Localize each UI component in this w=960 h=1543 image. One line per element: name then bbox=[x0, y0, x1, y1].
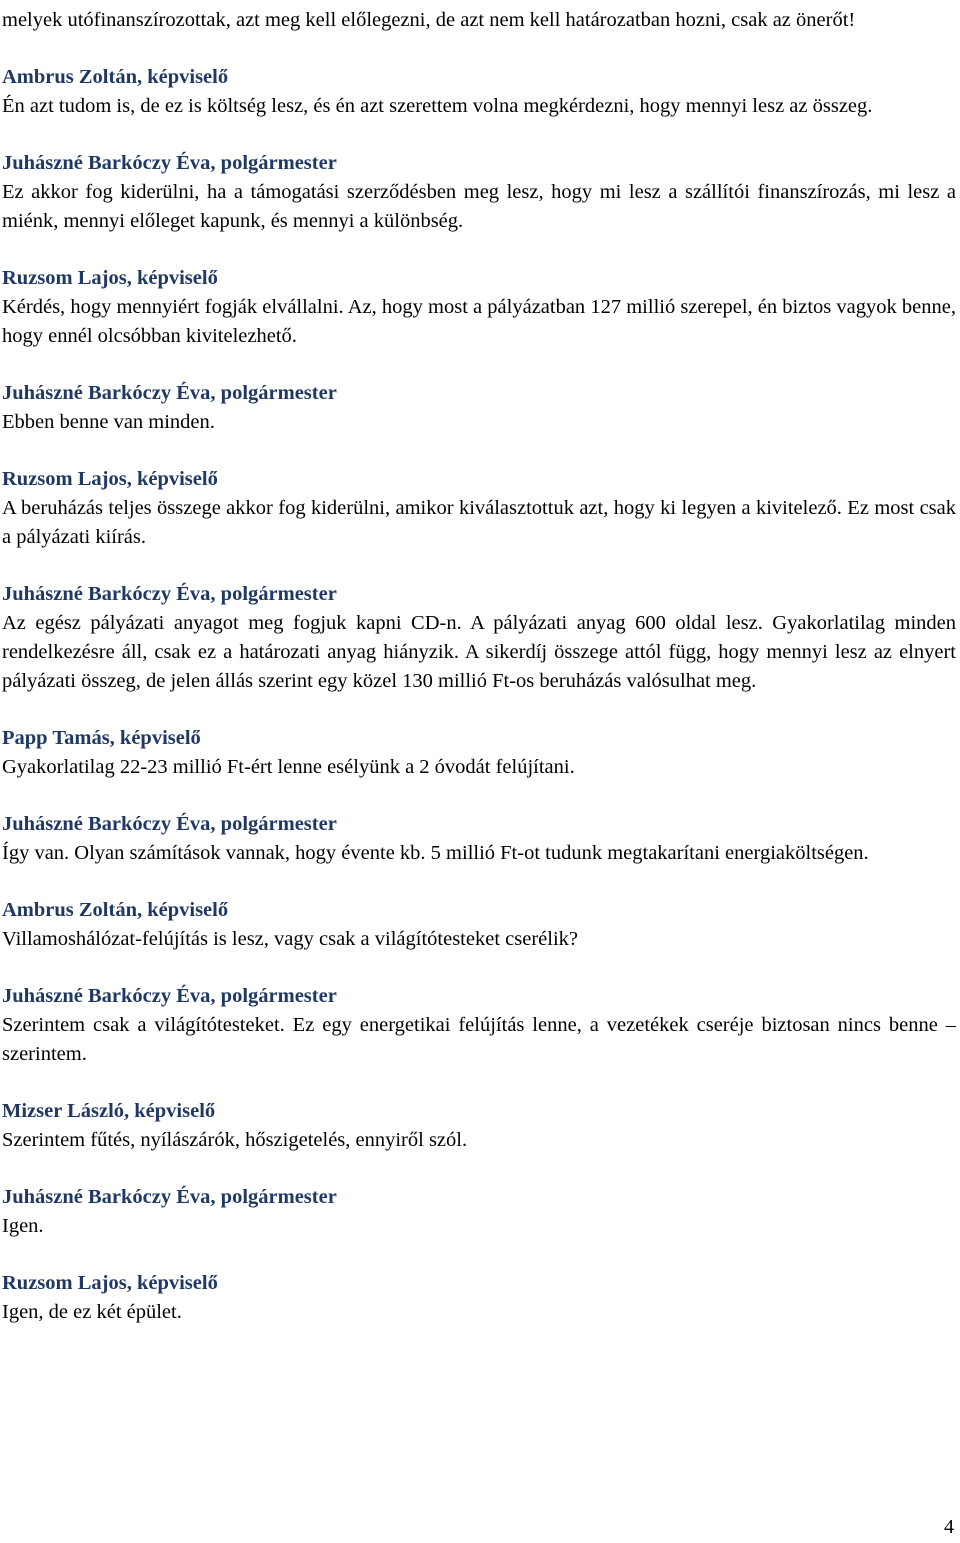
speech-text: Igen, de ez két épület. bbox=[2, 1301, 182, 1323]
transcript-entry bbox=[2, 1183, 956, 1241]
speech-text: Én azt tudom is, de ez is költség lesz, és én azt szerettem volna megkérdezni, hogy mennyi lesz az összeg. bbox=[2, 95, 873, 117]
transcript-entry bbox=[2, 63, 956, 121]
speaker-name: Ambrus Zoltán, képviselő bbox=[2, 66, 229, 88]
transcript-entry bbox=[2, 465, 956, 552]
speech-text: Szerintem csak a világítótesteket. Ez egy energetikai felújítás lenne, a vezetékek cseréje biztosan nincs benne – szerintem. bbox=[2, 1014, 956, 1065]
speaker-name: Ruzsom Lajos, képviselő bbox=[2, 1272, 218, 1294]
transcript-entry bbox=[2, 1097, 956, 1155]
speech-text: Gyakorlatilag 22-23 millió Ft-ért lenne esélyünk a 2 óvodát felújítani. bbox=[2, 756, 575, 778]
transcript-entry bbox=[2, 724, 956, 782]
speaker-name: Juhászné Barkóczy Éva, polgármester bbox=[2, 985, 337, 1007]
transcript-entry bbox=[2, 149, 956, 236]
transcript-entry bbox=[2, 810, 956, 868]
transcript-content bbox=[2, 6, 956, 1327]
speech-text: A beruházás teljes összege akkor fog kiderülni, amikor kiválasztottuk azt, hogy ki legyen a kivitelező. Ez most csak a pályázati kiírás. bbox=[2, 497, 956, 548]
transcript-entry bbox=[2, 379, 956, 437]
intro-paragraph: melyek utófinanszírozottak, azt meg kell előlegezni, de azt nem kell határozatban hozni, csak az önerőt! bbox=[2, 9, 856, 31]
speaker-name: Ruzsom Lajos, képviselő bbox=[2, 468, 218, 490]
transcript-entry bbox=[2, 1269, 956, 1327]
speech-text: Villamoshálózat-felújítás is lesz, vagy csak a világítótesteket cserélik? bbox=[2, 928, 578, 950]
transcript-entry bbox=[2, 982, 956, 1069]
speaker-name: Mizser László, képviselő bbox=[2, 1100, 216, 1122]
speaker-name: Papp Tamás, képviselő bbox=[2, 727, 201, 749]
page-number: 4 bbox=[944, 1516, 954, 1538]
speech-text: Így van. Olyan számítások vannak, hogy évente kb. 5 millió Ft-ot tudunk megtakarítani energiaköltségen. bbox=[2, 842, 869, 864]
speech-text: Igen. bbox=[2, 1215, 44, 1237]
transcript-entry bbox=[2, 896, 956, 954]
speech-text: Ez akkor fog kiderülni, ha a támogatási szerződésben meg lesz, hogy mi lesz a szállítói finanszírozás, mi lesz a miénk, mennyi előleget kapunk, és mennyi a különbség. bbox=[2, 181, 956, 232]
speaker-name: Juhászné Barkóczy Éva, polgármester bbox=[2, 1186, 337, 1208]
speaker-name: Juhászné Barkóczy Éva, polgármester bbox=[2, 583, 337, 605]
speech-text: Az egész pályázati anyagot meg fogjuk kapni CD-n. A pályázati anyag 600 oldal lesz. Gyakorlatilag minden rendelkezésre áll, csak ez a határozati anyag hiányzik. A sikerdíj összege attól függ, hogy mennyi lesz az elnyert pályázati összeg, de jelen állás szerint egy közel 130 millió Ft-os beruházás valósulhat meg. bbox=[2, 612, 956, 692]
speech-text: Ebben benne van minden. bbox=[2, 411, 215, 433]
speaker-name: Ambrus Zoltán, képviselő bbox=[2, 899, 229, 921]
transcript-entry bbox=[2, 264, 956, 351]
speaker-name: Juhászné Barkóczy Éva, polgármester bbox=[2, 382, 337, 404]
speaker-name: Ruzsom Lajos, képviselő bbox=[2, 267, 218, 289]
speaker-name: Juhászné Barkóczy Éva, polgármester bbox=[2, 152, 337, 174]
transcript-entry bbox=[2, 580, 956, 696]
speech-text: Szerintem fűtés, nyílászárók, hőszigetelés, ennyiről szól. bbox=[2, 1129, 468, 1151]
speech-text: Kérdés, hogy mennyiért fogják elvállalni. Az, hogy most a pályázatban 127 millió szerepel, én biztos vagyok benne, hogy ennél olcsóbban kivitelezhető. bbox=[2, 296, 956, 347]
speaker-name: Juhászné Barkóczy Éva, polgármester bbox=[2, 813, 337, 835]
